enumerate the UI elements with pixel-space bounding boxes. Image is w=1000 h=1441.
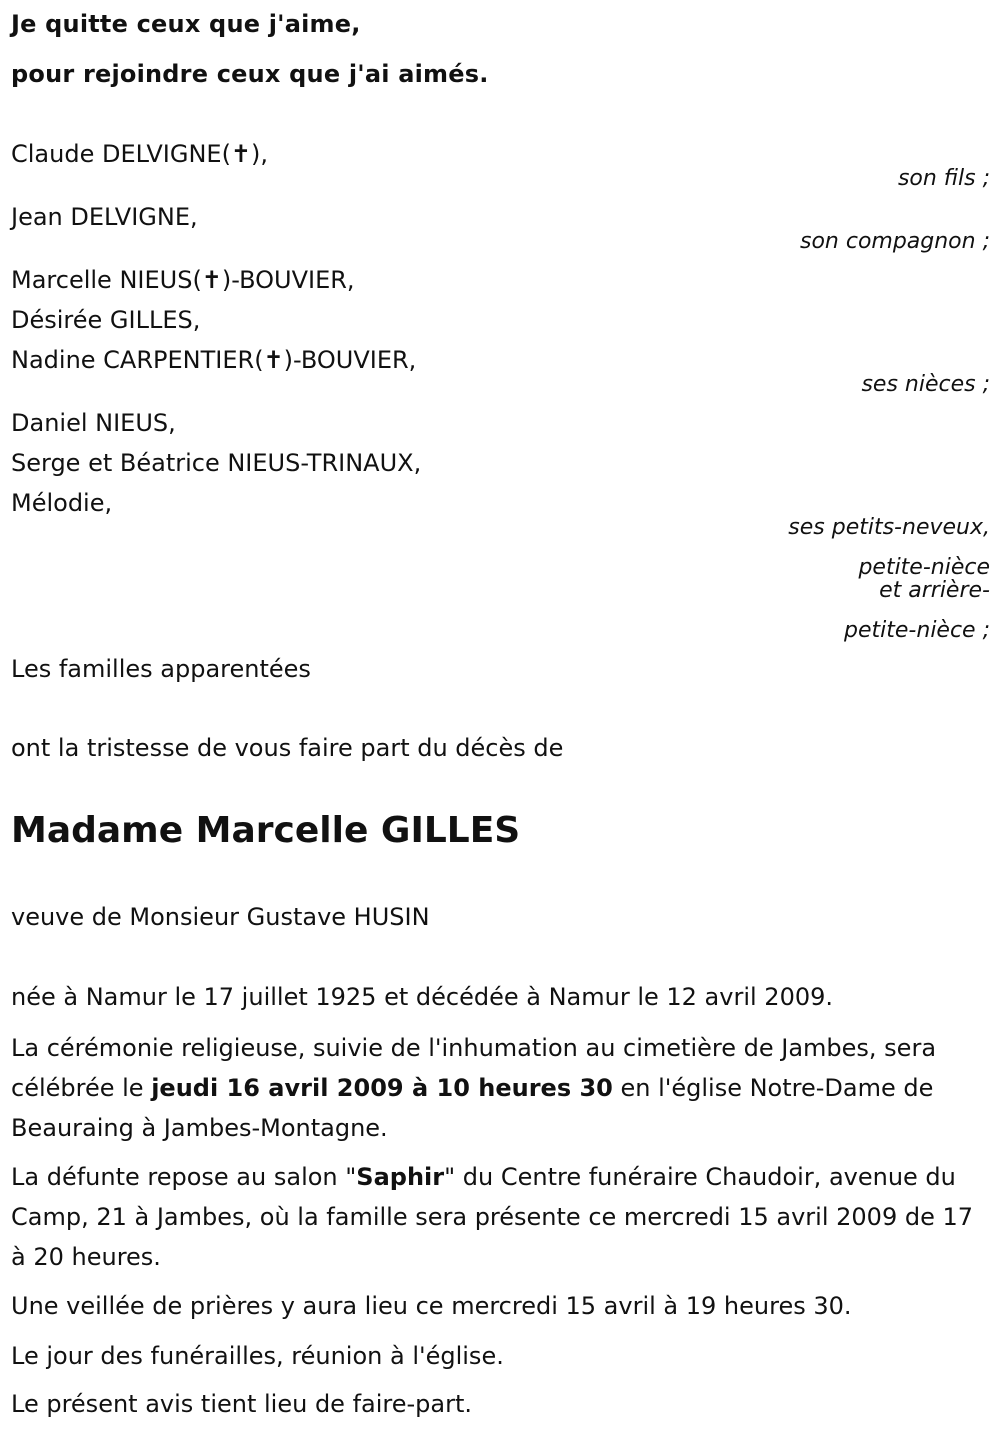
- epitaph-line-1: Je quitte ceux que j'aime,: [11, 10, 361, 38]
- salon-name: Saphir: [356, 1163, 445, 1191]
- relation-companion: son compagnon ;: [799, 229, 990, 254]
- deceased-name: Madame Marcelle GILLES: [11, 810, 521, 851]
- family-member-melodie: Mélodie,: [11, 489, 113, 517]
- family-member-desiree: Désirée GILLES,: [11, 306, 201, 334]
- relation-nieces: ses nièces ;: [861, 372, 990, 397]
- relation-great-grand-niece: petite-nièce ;: [844, 618, 990, 643]
- family-member-claude: Claude DELVIGNE(✝),: [11, 140, 269, 168]
- family-member-marcelle-nieus: Marcelle NIEUS(✝)-BOUVIER,: [11, 266, 355, 294]
- related-families: Les familles apparentées: [11, 655, 311, 683]
- announcement: ont la tristesse de vous faire part du décès de: [11, 734, 564, 762]
- ceremony-date: jeudi 16 avril 2009 à 10 heures 30: [151, 1074, 613, 1102]
- family-member-daniel: Daniel NIEUS,: [11, 409, 176, 437]
- vigil-notice: Une veillée de prières y aura lieu ce mercredi 15 avril à 19 heures 30.: [11, 1292, 852, 1320]
- relation-and-great: et arrière-: [879, 578, 990, 603]
- ceremony-text-pre: La cérémonie religieuse, suivie de l'inhumation au cimetière de Jambes, sera célébrée le: [11, 1034, 937, 1102]
- ceremony-text-post: en l'église Notre-Dame de Beauraing à Jambes-Montagne.: [11, 1074, 934, 1142]
- repose-text-pre: La défunte repose au salon ": [11, 1163, 357, 1191]
- epitaph-line-2: pour rejoindre ceux que j'ai aimés.: [11, 60, 489, 88]
- relation-son: son fils ;: [897, 166, 990, 191]
- meeting-notice: Le jour des funérailles, réunion à l'église.: [11, 1342, 504, 1370]
- deceased-spouse: veuve de Monsieur Gustave HUSIN: [11, 903, 430, 931]
- relation-grand-nephews: ses petits-neveux,: [788, 515, 990, 540]
- family-member-nadine: Nadine CARPENTIER(✝)-BOUVIER,: [11, 346, 417, 374]
- notice-statement: Le présent avis tient lieu de faire-part.: [11, 1390, 473, 1418]
- ceremony-paragraph: [11, 1028, 986, 1148]
- birth-death-dates: née à Namur le 17 juillet 1925 et décédée à Namur le 12 avril 2009.: [11, 983, 833, 1011]
- repose-text-post: " du Centre funéraire Chaudoir, avenue du Camp, 21 à Jambes, où la famille sera présente ce mercredi 15 avril 2009 de 17 à 20 heures.: [11, 1163, 974, 1271]
- relation-grand-niece: petite-nièce: [858, 555, 990, 580]
- repose-paragraph: [11, 1157, 986, 1277]
- family-member-jean: Jean DELVIGNE,: [11, 203, 198, 231]
- family-member-serge: Serge et Béatrice NIEUS-TRINAUX,: [11, 449, 422, 477]
